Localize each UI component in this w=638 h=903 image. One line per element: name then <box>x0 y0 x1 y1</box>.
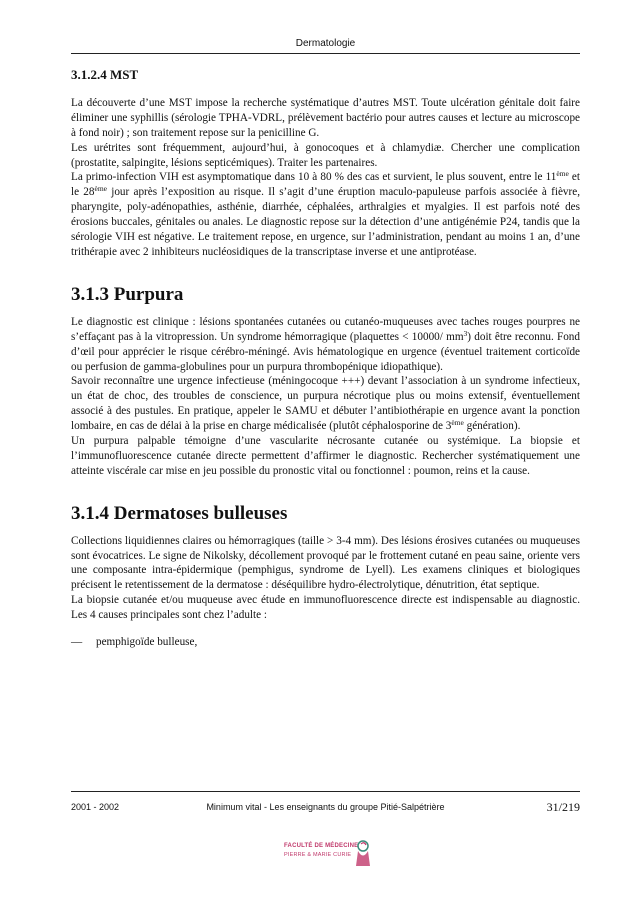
page-number: 31/219 <box>546 800 580 814</box>
paragraph: La biopsie cutanée et/ou muqueuse avec étude en immunofluorescence directe est indispensable au diagnostic. Les 4 causes principales sont chez l’adulte : <box>71 594 580 622</box>
section-heading-mst: 3.1.2.4 MST <box>71 67 139 82</box>
section-purpura <box>71 283 580 479</box>
list-bullet: — <box>71 636 83 649</box>
section-dermatoses-bulleuses <box>71 502 580 650</box>
text-run: et le 28 <box>71 171 580 199</box>
section-heading-dermatoses: 3.1.4 Dermatoses bulleuses <box>71 502 288 524</box>
superscript: ème <box>94 184 107 194</box>
paragraph: Un purpura palpable témoigne d’une vascularite nécrosante cutanée ou systémique. La biopsie et l’immunofluorescence cutanée directe permettent d’affirmer le diagnostic. Rechercher systématiquement une atteinte viscérale car mise en jeu possible du pronostic vital ou fonctionnel : poumon, reins et la cause. <box>71 435 580 477</box>
footer-rule <box>71 791 580 792</box>
paragraph: Collections liquidiennes claires ou hémorragiques (taille > 3-4 mm). Des lésions érosives cutanées ou muqueuses sont évocatrices. Le signe de Nikolsky, décollement provoqué par le frottement cutané en peau saine, oriente vers une composante intra-épidermique (pemphigus, syndrome de Lyell). Les examens cliniques et biologiques précisent le retentissement de la dermatose : déséquilibre hydro-électrolytique, dénutrition, état septique. <box>71 534 580 592</box>
text-run: Savoir reconnaître une urgence infectieuse (méningocoque +++) devant l’association à un syndrome infectieux, un état de choc, des troubles de conscience, un purpura nécrotique plus ou moins extensif, éventuellement associé à des pustules. En pratique, appeler le SAMU et débuter l’antibiothérapie en urgence avant la ponction lombaire, en cas de délai à la prise en charge médicalisée (plutôt céphalosporine de 3 <box>71 375 580 433</box>
logo-line-2: PIERRE & MARIE CURIE <box>284 852 352 858</box>
footer-year: 2001 - 2002 <box>71 802 120 812</box>
logo-line-1: FACULTÉ DE MÉDECINE <box>284 843 359 849</box>
page-footer <box>71 800 580 816</box>
paragraph <box>71 315 580 375</box>
text-run: jour après l’exposition au risque. Il s’agit d’une éruption maculo-papuleuse parfois associée à fièvre, pharyngite, poly-adénopathies, asthénie, diarrhée, céphalées, arthralgies et myalgies. Il est parfois noté des érosions buccales, génitales ou anales. Le diagnostic repose sur la détection d’une antigénémie P24, tandis que la sérologie VIH est négative. Le traitement repose, en urgence, sur l’administration, pendant au moins 1 an, d’une trithérapie avec 2 inhibiteurs nucléosidiques de la transcriptase inverse et une antiprotéase. <box>71 186 580 258</box>
text-run: Le diagnostic est clinique : lésions spontanées cutanées ou cutanéo-muqueuses avec taches rouges pourpres ne s’effaçant pas à la vitropression. Un syndrome hémorragique (plaquettes < 10000/ mm <box>71 315 580 343</box>
paragraph <box>71 170 580 259</box>
text-run: ) doit être reconnu. Fond d’œil pour apprécier le risque cérébro-méningé. Avis hématologique en urgence (éventuel traitement corticoïde ou perfusion de gamma-globulines pour un purpura thrombopénique idiopathique). <box>71 330 580 373</box>
faculty-logo <box>280 838 380 870</box>
header-rule <box>71 53 580 54</box>
text-run: génération). <box>463 420 521 433</box>
paragraph: Les urétrites sont fréquemment, aujourd’hui, à gonocoques et à chlamydiæ. Chercher une complication (prostatite, salpingite, lésions septicémiques). Traiter les partenaires. <box>71 141 580 169</box>
superscript: ème <box>451 418 464 428</box>
main-content <box>71 68 580 650</box>
list-item-text: pemphigoïde bulleuse, <box>96 636 198 649</box>
superscript: 3 <box>463 328 468 338</box>
section-mst <box>71 68 580 260</box>
paragraph <box>71 374 580 434</box>
logo-emblem-icon <box>352 838 374 868</box>
list-item <box>71 635 580 650</box>
section-heading-purpura: 3.1.3 Purpura <box>71 283 184 305</box>
running-header: Dermatologie <box>295 38 356 49</box>
superscript: ème <box>556 169 569 179</box>
paragraph: La découverte d’une MST impose la recherche systématique d’autres MST. Toute ulcération génitale doit faire éliminer une syphillis (sérologie TPHA-VDRL, prélèvement bactério pour autres causes et lecture au microscope à fond noir) ; son traitement repose sur la penicilline G. <box>71 96 580 139</box>
footer-authors: Minimum vital - Les enseignants du groupe Pitié-Salpétrière <box>206 802 445 812</box>
text-run: La primo-infection VIH est asymptomatique dans 10 à 80 % des cas et survient, le plus souvent, entre le 11 <box>71 171 557 184</box>
